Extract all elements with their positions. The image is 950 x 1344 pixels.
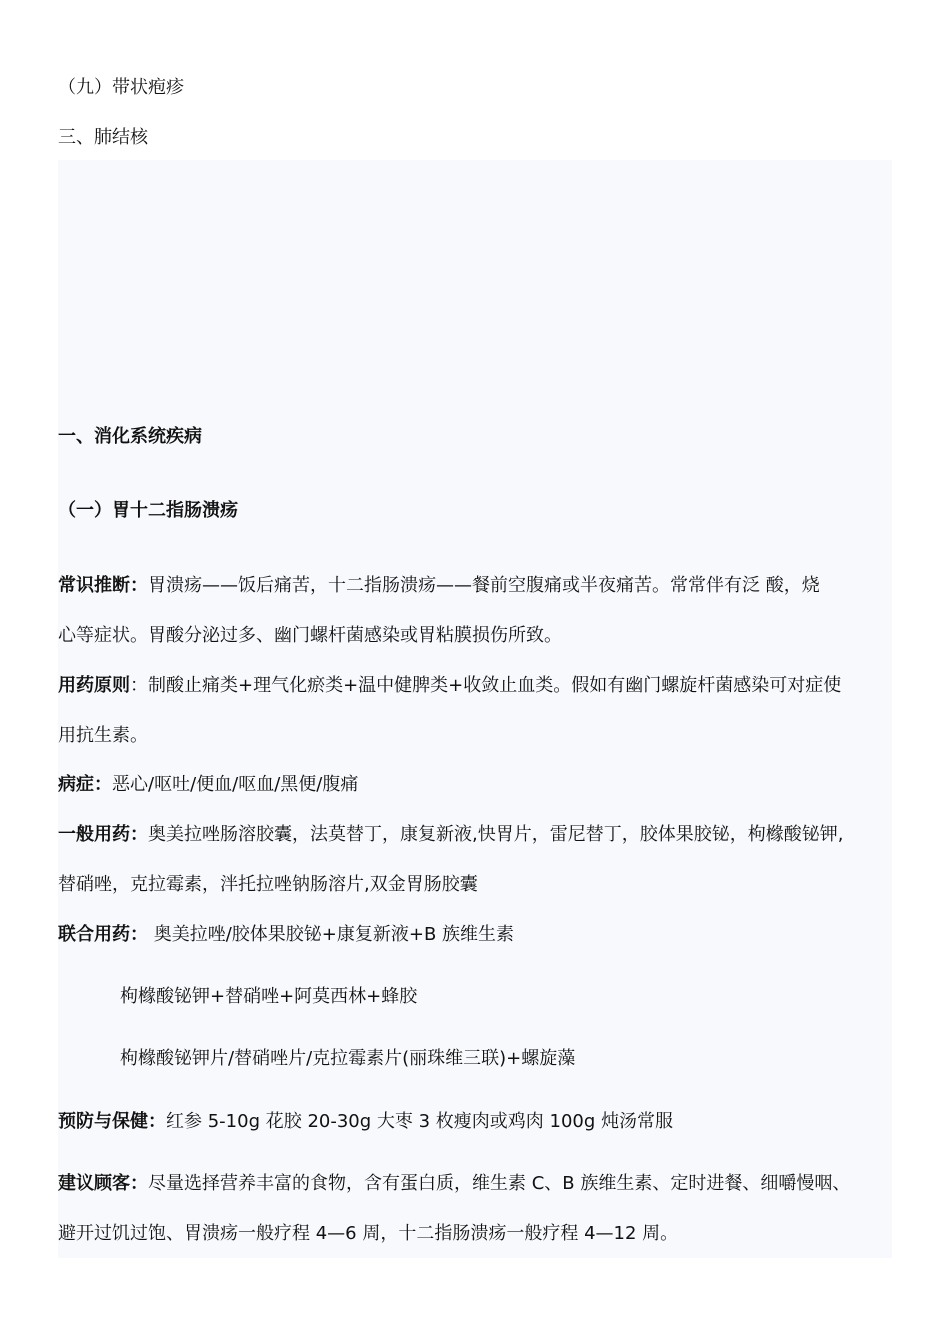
combo-line2: 枸橼酸铋钾+替硝唑+阿莫西林+蜂胶 [120, 986, 418, 1007]
prevention-line [58, 1110, 673, 1134]
prevention-label: 预防与保健： [58, 1111, 166, 1132]
principle-line1 [58, 674, 841, 698]
general-drugs-text: 奥美拉唑肠溶胶囊，法莫替丁，康复新液,快胃片，雷尼替丁，胶体果胶铋，枸橼酸铋钾, [148, 824, 844, 845]
symptoms-line [58, 773, 358, 797]
heading-item-nine: （九）带状疱疹 [58, 77, 184, 98]
section-subtitle: （一）胃十二指肠溃疡 [58, 500, 238, 521]
general-drugs-line1 [58, 823, 843, 847]
common-sense-label: 常识推断： [58, 575, 148, 596]
symptoms-label: 病症： [58, 774, 112, 795]
common-sense-line1 [58, 574, 820, 598]
prevention-text: 红参 5-10g 花胶 20-30g 大枣 3 枚瘦肉或鸡肉 100g 炖汤常服 [166, 1111, 674, 1132]
combo-line3: 枸橼酸铋钾片/替硝唑片/克拉霉素片(丽珠维三联)+螺旋藻 [120, 1048, 576, 1069]
principle-label: 用药原则 [58, 675, 130, 696]
general-drugs-label: 一般用药： [58, 824, 148, 845]
shaded-background-lower [58, 908, 892, 1258]
principle-text: ：制酸止痛类+理气化瘀类+温中健脾类+收敛止血类。假如有幽门螺旋杆菌感染可对症使 [130, 675, 842, 696]
heading-section-three: 三、肺结核 [58, 127, 148, 148]
advice-line1 [58, 1172, 850, 1196]
symptoms-text: 恶心/呕吐/便血/呕血/黑便/腹痛 [112, 774, 359, 795]
principle-line2: 用抗生素。 [58, 725, 148, 746]
combo-text: 奥美拉唑/胶体果胶铋+康复新液+B 族维生素 [148, 924, 515, 945]
advice-label: 建议顾客： [58, 1173, 148, 1194]
common-sense-text: 胃溃疡——饭后痛苦，十二指肠溃疡——餐前空腹痛或半夜痛苦。常常伴有泛 酸，烧 [148, 575, 820, 596]
general-drugs-line2: 替硝唑，克拉霉素，泮托拉唑钠肠溶片,双金胃肠胶囊 [58, 874, 478, 895]
combo-line1 [58, 923, 514, 947]
common-sense-line2: 心等症状。胃酸分泌过多、幽门螺杆菌感染或胃粘膜损伤所致。 [58, 625, 562, 646]
advice-line2: 避开过饥过饱、胃溃疡一般疗程 4—6 周，十二指肠溃疡一般疗程 4—12 周。 [58, 1223, 679, 1244]
advice-text: 尽量选择营养丰富的食物，含有蛋白质，维生素 C、B 族维生素、定时进餐、细嚼慢咽、 [148, 1173, 851, 1194]
combo-label: 联合用药： [58, 924, 148, 945]
section-title: 一、消化系统疾病 [58, 426, 202, 447]
